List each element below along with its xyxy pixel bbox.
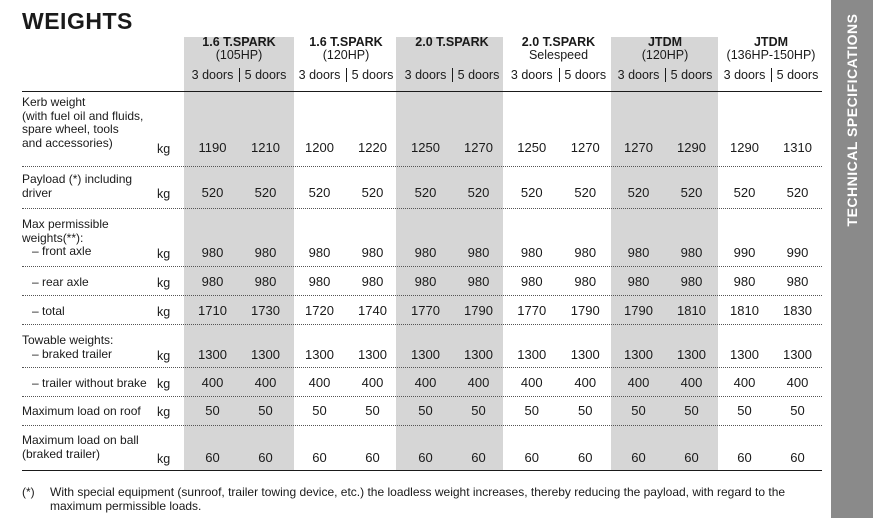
value-cell: 1740 [358, 303, 387, 318]
row-label-line: weights(**): [22, 230, 84, 245]
value-cell: 980 [201, 274, 224, 289]
value-cell: 60 [790, 450, 805, 465]
row-label-line: and accessories) [22, 135, 113, 150]
value-cell: 980 [361, 245, 384, 260]
row-label-line: spare wheel, tools [22, 122, 119, 136]
value-cell: 980 [414, 274, 437, 289]
value-cell: 1710 [198, 303, 227, 318]
row-unit: kg [157, 405, 171, 419]
door-label: 3 doors [298, 68, 341, 82]
value-cell: 1250 [517, 140, 547, 155]
engine-header [718, 36, 824, 62]
value-cell: 980 [627, 245, 650, 260]
value-cell: 1790 [624, 303, 653, 318]
value-cell: 1830 [783, 303, 812, 318]
engine-header [612, 36, 718, 62]
door-separator [346, 68, 347, 82]
value-cell: 1300 [570, 347, 600, 362]
row-label-line: – braked trailer [32, 346, 113, 361]
row-label-line: Towable weights: [22, 333, 114, 347]
value-cell: 980 [574, 245, 597, 260]
row-unit: kg [157, 377, 171, 391]
row-separator [22, 425, 822, 426]
row-unit: kg [157, 349, 171, 363]
row-label [22, 434, 139, 461]
value-cell: 1300 [411, 347, 440, 362]
value-cell: 1310 [783, 140, 812, 155]
footnote [22, 485, 822, 513]
value-cell: 400 [733, 375, 756, 390]
door-label: 5 doors [244, 68, 287, 82]
row-label [22, 173, 132, 200]
value-cell: 520 [308, 185, 331, 200]
value-cell: 520 [254, 185, 277, 200]
value-cell: 980 [467, 245, 490, 260]
value-cell: 60 [205, 450, 220, 465]
value-cell: 1770 [411, 303, 440, 318]
value-cell: 400 [467, 375, 490, 390]
value-cell: 60 [258, 450, 273, 465]
value-cell: 520 [520, 185, 543, 200]
value-cell: 400 [308, 375, 331, 390]
row-label [22, 377, 147, 391]
value-cell: 400 [574, 375, 597, 390]
row-label-line: driver [22, 185, 53, 200]
door-label: 3 doors [723, 68, 766, 82]
value-cell: 1730 [251, 303, 280, 318]
value-cell: 1810 [730, 303, 759, 318]
table-bottom-rule [22, 470, 822, 471]
engine-name: 2.0 T.SPARK [521, 35, 596, 49]
row-label-line: – trailer without brake [32, 376, 147, 390]
value-cell: 50 [737, 403, 752, 418]
value-cell: 1790 [570, 303, 600, 318]
row-label-line: Maximum load on ball [22, 433, 139, 447]
value-cell: 980 [627, 274, 650, 289]
value-cell: 980 [254, 245, 277, 260]
value-cell: 520 [680, 185, 703, 200]
value-cell: 1290 [677, 140, 706, 155]
door-label: 5 doors [351, 68, 394, 82]
value-cell: 60 [418, 450, 433, 465]
value-cell: 50 [684, 403, 699, 418]
row-label-line: Payload (*) including [22, 172, 133, 186]
row-separator [22, 208, 822, 209]
row-separator [22, 266, 822, 267]
value-cell: 50 [631, 403, 646, 418]
row-unit: kg [157, 142, 171, 156]
value-cell: 400 [361, 375, 384, 390]
row-label-line: (with fuel oil and fluids, [22, 108, 144, 123]
value-cell: 980 [680, 245, 703, 260]
door-label: 5 doors [564, 68, 607, 82]
value-cell: 1300 [358, 347, 387, 362]
engine-detail [399, 49, 505, 62]
row-label [22, 96, 143, 150]
value-cell: 400 [680, 375, 703, 390]
value-cell: 980 [254, 274, 277, 289]
value-cell: 50 [471, 403, 486, 418]
door-separator [452, 68, 453, 82]
value-cell: 50 [418, 403, 433, 418]
door-label: 3 doors [191, 68, 234, 82]
row-label [22, 305, 65, 319]
row-label-line: – total [32, 304, 65, 318]
row-separator [22, 367, 822, 368]
value-cell: 980 [308, 274, 331, 289]
row-separator [22, 295, 822, 296]
value-cell: 50 [524, 403, 539, 418]
value-cell: 520 [361, 185, 384, 200]
value-cell: 520 [201, 185, 224, 200]
row-separator [22, 324, 822, 325]
door-label: 3 doors [617, 68, 660, 82]
value-cell: 50 [790, 403, 805, 418]
value-cell: 60 [524, 450, 539, 465]
value-cell: 60 [471, 450, 486, 465]
engine-detail: (120HP) [322, 48, 370, 62]
value-cell: 980 [361, 274, 384, 289]
value-cell: 1270 [464, 140, 493, 155]
value-cell: 50 [258, 403, 273, 418]
value-cell: 1270 [570, 140, 600, 155]
value-cell: 1210 [251, 140, 280, 155]
engine-header [293, 36, 399, 62]
value-cell: 980 [733, 274, 756, 289]
engine-detail: Selespeed [528, 48, 589, 62]
sidebar-tab [831, 0, 873, 518]
value-cell: 980 [467, 274, 490, 289]
value-cell: 60 [365, 450, 380, 465]
sidebar-label: TECHNICAL SPECIFICATIONS [844, 13, 860, 227]
value-cell: 400 [520, 375, 543, 390]
engine-header [186, 36, 292, 62]
value-cell: 1770 [517, 303, 547, 318]
engine-name: 1.6 T.SPARK [202, 35, 276, 49]
row-label-line: Kerb weight [22, 95, 86, 109]
value-cell: 980 [574, 274, 597, 289]
door-label: 5 doors [670, 68, 713, 82]
row-label-line: (braked trailer) [22, 446, 101, 461]
row-unit: kg [157, 187, 171, 201]
door-label: 5 doors [776, 68, 819, 82]
row-separator [22, 396, 822, 397]
value-cell: 520 [414, 185, 437, 200]
row-label [22, 334, 113, 361]
value-cell: 1270 [624, 140, 653, 155]
engine-name: JTDM [753, 35, 789, 49]
engine-detail: (105HP) [215, 48, 263, 62]
row-separator [22, 166, 822, 167]
value-cell: 980 [786, 274, 809, 289]
value-cell: 1250 [411, 140, 440, 155]
value-cell: 1290 [730, 140, 759, 155]
value-cell: 980 [520, 274, 543, 289]
door-separator [559, 68, 560, 82]
row-unit: kg [157, 247, 171, 261]
engine-header [505, 36, 612, 62]
door-separator [771, 68, 772, 82]
engine-name: 1.6 T.SPARK [309, 35, 383, 49]
value-cell: 1200 [305, 140, 334, 155]
value-cell: 60 [312, 450, 327, 465]
value-cell: 520 [786, 185, 809, 200]
value-cell: 1300 [677, 347, 706, 362]
row-label-line: Maximum load on roof [22, 404, 141, 418]
table-top-rule [22, 91, 822, 92]
value-cell: 60 [737, 450, 752, 465]
engine-header [399, 36, 505, 62]
value-cell: 980 [414, 245, 437, 260]
row-unit: kg [157, 452, 171, 466]
value-cell: 1300 [464, 347, 493, 362]
value-cell: 1300 [730, 347, 759, 362]
row-unit: kg [157, 305, 171, 319]
row-label-line: Max permissible [22, 217, 109, 231]
value-cell: 60 [684, 450, 699, 465]
value-cell: 400 [254, 375, 277, 390]
door-label: 3 doors [404, 68, 447, 82]
value-cell: 520 [627, 185, 650, 200]
value-cell: 1300 [783, 347, 812, 362]
value-cell: 50 [365, 403, 380, 418]
row-label [22, 218, 109, 259]
value-cell: 1300 [305, 347, 334, 362]
value-cell: 1810 [677, 303, 706, 318]
value-cell: 1790 [464, 303, 493, 318]
row-label [22, 276, 89, 290]
row-label [22, 405, 141, 419]
value-cell: 1720 [305, 303, 334, 318]
value-cell: 980 [308, 245, 331, 260]
value-cell: 980 [520, 245, 543, 260]
door-separator [665, 68, 666, 82]
value-cell: 520 [574, 185, 597, 200]
engine-name: 2.0 T.SPARK [415, 35, 489, 49]
value-cell: 520 [467, 185, 490, 200]
door-label: 3 doors [510, 68, 553, 82]
value-cell: 400 [414, 375, 437, 390]
value-cell: 50 [312, 403, 327, 418]
value-cell: 1190 [198, 140, 227, 155]
value-cell: 50 [578, 403, 593, 418]
engine-detail: (136HP-150HP) [726, 48, 816, 62]
value-cell: 60 [578, 450, 593, 465]
row-unit: kg [157, 276, 171, 290]
value-cell: 1300 [198, 347, 227, 362]
value-cell: 980 [680, 274, 703, 289]
value-cell: 990 [733, 245, 756, 260]
row-label-line: – front axle [32, 244, 92, 258]
value-cell: 1300 [517, 347, 547, 362]
value-cell: 50 [205, 403, 220, 418]
door-separator [239, 68, 240, 82]
value-cell: 1220 [358, 140, 387, 155]
value-cell: 990 [786, 245, 809, 260]
door-label: 5 doors [457, 68, 500, 82]
value-cell: 520 [733, 185, 756, 200]
value-cell: 1300 [251, 347, 280, 362]
footnote-mark: (*) [22, 485, 35, 499]
row-label-line: – rear axle [32, 275, 89, 289]
value-cell: 400 [201, 375, 224, 390]
value-cell: 400 [627, 375, 650, 390]
value-cell: 980 [201, 245, 224, 260]
engine-name: JTDM [647, 35, 683, 49]
value-cell: 60 [631, 450, 646, 465]
footnote-text: With special equipment (sunroof, trailer towing device, etc.) the loadless weight increases, thereby reducing the payload, with regard to the maximum permissible loads. [50, 485, 786, 513]
value-cell: 1300 [624, 347, 653, 362]
value-cell: 400 [786, 375, 809, 390]
page-title: WEIGHTS [22, 8, 133, 34]
engine-detail: (120HP) [641, 48, 689, 62]
